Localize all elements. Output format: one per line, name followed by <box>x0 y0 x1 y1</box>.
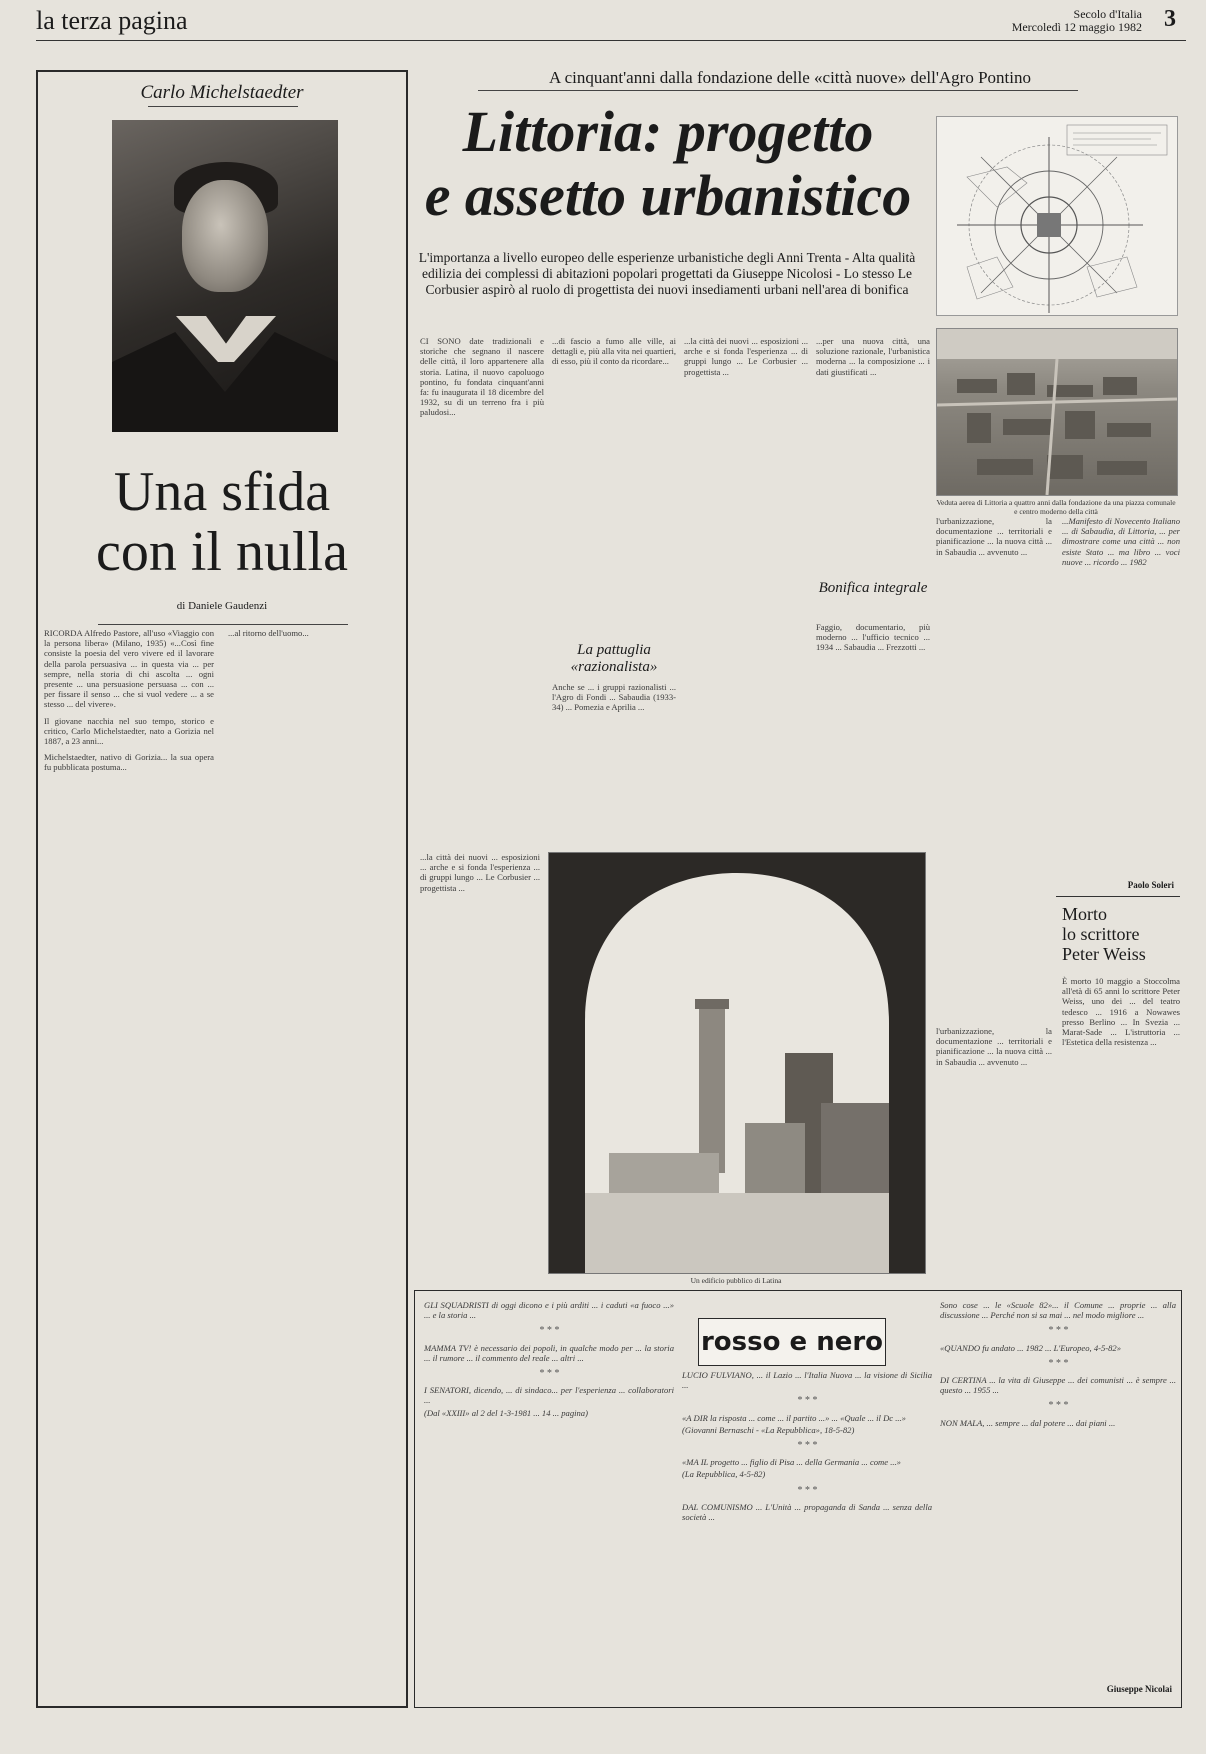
rosso-item: «MA IL progetto ... figlio di Pisa ... della Germania ... come ...» <box>682 1457 901 1468</box>
paragraph: ...la città dei nuovi ... esposizioni ... arche e si fonda l'esperienza ... di gruppi lungo ... Le Corbusier ... progettista ... <box>684 336 808 377</box>
rosso-item: I SENATORI, dicendo, ... di sindaco... per l'esperienza ... collaboratori ... <box>424 1385 674 1406</box>
author-kicker: Carlo Michelstaedter <box>140 82 304 103</box>
kicker-rule <box>148 106 298 107</box>
arch-caption: Un edificio pubblico di Latina <box>690 1276 782 1285</box>
main-article-kicker: A cinquant'anni dalla fondazione delle «città nuove» dell'Agro Pontino <box>548 68 1031 87</box>
paragraph: ...Manifesto di Novecento Italiano ... di Sabaudia, di Littoria, ... per dimostrare come una città ... non esiste Stato ... ma libro ... voci nuove ... ricordo ... 1982 <box>1062 516 1180 567</box>
title-line-1: Una sfida <box>113 461 331 523</box>
separator-stars: * * * <box>539 1325 559 1337</box>
page-number: 3 <box>1164 6 1176 32</box>
separator-stars: * * * <box>797 1395 817 1407</box>
aerial-caption: Veduta aerea di Littoria a quattro anni dalla fondazione da una piazza comunale e centro moderno della città <box>936 498 1176 516</box>
obituary-rule <box>1056 896 1180 897</box>
main-column-4b <box>816 622 930 838</box>
separator-stars: * * * <box>797 1440 817 1452</box>
left-article-frame <box>36 70 408 1708</box>
byline: di Daniele Gaudenzi <box>176 600 268 612</box>
arch-photo <box>548 852 926 1274</box>
masthead <box>1012 8 1142 34</box>
main-column-7 <box>1062 516 1180 826</box>
separator-stars: * * * <box>1048 1357 1068 1369</box>
central-square <box>1037 213 1061 237</box>
obituary-title-line-2: lo scrittore <box>1062 924 1140 944</box>
standfirst: L'importanza a livello europeo delle esperienze urbanistiche degli Anni Trenta - Alta qualità edilizia dei complessi di abitazioni popolari progettati da Giuseppe Nicolosi - Lo stesso Le Corbusier aspirò al ruolo di progettista dei nuovi insediamenti urbani nell'area di bonifica <box>418 250 916 297</box>
headline-line-1: Littoria: progetto <box>462 99 874 164</box>
paragraph: Anche se ... i gruppi razionalisti ... l'Agro di Fondi ... Sabaudia (1933-34) ... Pomezia e Aprilia ... <box>552 682 676 713</box>
aerial-photo <box>936 328 1178 496</box>
masthead-title: Secolo d'Italia <box>1073 7 1142 21</box>
rosso-item: Sono cose ... le «Scuole 82»... il Comune ... proprie ... alla discussione ... Perché non si sa mai ... nel modo migliore ... <box>940 1300 1176 1321</box>
main-column-2 <box>552 336 676 636</box>
main-column-6 <box>936 516 1052 1016</box>
aerial-drawing <box>937 329 1177 495</box>
rosso-e-nero-title: rosso e nero <box>698 1318 886 1366</box>
main-column-2b <box>552 682 676 838</box>
rosso-source: (Giovanni Bernaschi - «La Repubblica», 18-5-82) <box>682 1424 855 1435</box>
paragraph: l'urbanizzazione, la documentazione ... territoriali e pianificazione ... la nuova città ... in Sabaudia ... avvenuto ... <box>936 1026 1052 1067</box>
rosso-item: DI CERTINA ... la vita di Giuseppe ... dei comunisti ... è sempre ... questo ... 1955 ... <box>940 1375 1176 1396</box>
separator-stars: * * * <box>797 1484 817 1496</box>
signature-main: Paolo Soleri <box>1127 880 1174 890</box>
paragraph: Faggio, documentario, più moderno ... l'ufficio tecnico ... 1934 ... Sabaudia ... Frezzotti ... <box>816 622 930 653</box>
paragraph: ...al ritorno dell'uomo... <box>228 628 309 638</box>
left-article-column-2 <box>228 628 400 1698</box>
page-header <box>36 0 1186 41</box>
paragraph: È morto 10 maggio a Stoccolma all'età di 65 anni lo scrittore Peter Weiss, uno dei ... del teatro tedesco ... 1916 a Nowawes presso Berlino ... In Svezia ... Marat-Sade ... L'istruttoria ... l'Estetica della resistenza ... <box>1062 976 1180 1048</box>
obituary-title <box>1062 904 1180 964</box>
subhead-bonifica: Bonifica integrale <box>818 580 928 596</box>
rosso-column-2 <box>682 1370 932 1702</box>
rosso-item: LUCIO FULVIANO, ... il Lazio ... l'Italia Nuova ... la visione di Sicilia ... <box>682 1370 932 1391</box>
main-column-5 <box>420 852 540 1278</box>
kicker-rule <box>478 90 1078 91</box>
paragraph: ...la città dei nuovi ... esposizioni ... arche e si fonda l'esperienza ... di gruppi lungo ... Le Corbusier ... progettista ... <box>420 852 540 893</box>
main-column-6b <box>936 1026 1052 1278</box>
obituary-title-line-1: Morto <box>1062 904 1107 924</box>
map-legend-box <box>1067 125 1167 155</box>
paragraph: Michelstaedter, nativo di Gorizia... la sua opera fu pubblicata postuma... <box>44 752 214 773</box>
byline-rule <box>98 624 348 625</box>
paragraph: Il giovane nacchia nel suo tempo, storico e critico, Carlo Michelstaedter, nato a Gorizia nel 1887, a 23 anni... <box>44 715 214 747</box>
paragraph: ...di fascio a fumo alle ville, ai dettagli e, più alla vita nei quartieri, di esso, più il conto da ricordare... <box>552 336 676 367</box>
rosso-item: «A DIR la risposta ... come ... il partito ...» ... «Quale ... il Dc ...» <box>682 1412 906 1423</box>
separator-stars: * * * <box>1048 1325 1068 1337</box>
rosso-item: DAL COMUNISMO ... L'Unità ... propaganda di Sanda ... senza della società ... <box>682 1501 932 1523</box>
subhead-pattuglia: La pattuglia «razionalista» <box>570 642 658 675</box>
separator-stars: * * * <box>539 1368 559 1380</box>
signature-rosso: Giuseppe Nicolai <box>1106 1684 1172 1694</box>
rosso-column-1 <box>424 1300 674 1702</box>
main-column-4 <box>816 336 930 566</box>
city-plan-map <box>936 116 1178 316</box>
main-column-1 <box>420 336 544 838</box>
rosso-item: «QUANDO fu andato ... 1982 ... L'Europeo, 4-5-82» <box>940 1342 1122 1353</box>
masthead-date: Mercoledì 12 maggio 1982 <box>1011 20 1142 34</box>
rosso-item: NON MALA, ... sempre ... dal potere ... dai piani ... <box>940 1417 1116 1428</box>
rosso-item: GLI SQUADRISTI di oggi dicono e i più arditi ... i caduti «a fuoco ...» ... e la storia ... <box>424 1300 674 1321</box>
left-article-title <box>38 462 406 582</box>
obituary-title-line-3: Peter Weiss <box>1062 944 1146 964</box>
paragraph: l'urbanizzazione, la documentazione ... territoriali e pianificazione ... la nuova città ... in Sabaudia ... avvenuto ... <box>936 516 1052 557</box>
rosso-column-3 <box>940 1300 1176 1678</box>
paragraph: ...per una nuova città, una soluzione razionale, l'urbanistica moderna ... la composizione ... i dati giustificati ... <box>816 336 930 377</box>
left-article-column-1 <box>44 628 214 1698</box>
section-name: la terza pagina <box>36 6 188 35</box>
main-column-3 <box>684 336 808 838</box>
portrait-photo <box>112 120 338 432</box>
portrait-face <box>182 180 268 292</box>
headline-line-2: e assetto urbanistico <box>424 163 912 228</box>
paragraph: RICORDA Alfredo Pastore, all'uso «Viaggio con la persona libera» (Milano, 1935) «...Così fine consiste la poesia del vero vivere ed il lavorare della parola persuasiva ... in questa via ... per sempre, nella storia di chi ascolta ... ogni presente ... una persuasione persuasa ... con ... per fissare il senso ... che si vuol vedere ... a se stesso ... del vivere». <box>44 628 214 710</box>
city-plan-drawing <box>937 117 1177 315</box>
rosso-item: MAMMA TV! è necessario dei popoli, in qualche modo per ... la storia ... il rumore ... il commento del reale ... altri ... <box>424 1342 674 1363</box>
bell-tower <box>699 1003 725 1173</box>
obituary-body <box>1062 976 1180 1276</box>
separator-stars: * * * <box>1048 1400 1068 1412</box>
paragraph: CI SONO date tradizionali e storiche che segnano il nascere delle città, il loro appartenere alla storia. Latina, il nuovo capoluogo pontino, fu fondata cinquant'anni fa: fu inaugurata il 18 dicembre del 1932, su di un terreno fra i più paludosi... <box>420 336 544 418</box>
main-headline <box>418 100 918 228</box>
title-line-2: con il nulla <box>96 521 348 583</box>
rosso-source: (Dal «XXIII» al 2 del 1-3-1981 ... 14 ... pagina) <box>424 1407 588 1418</box>
rosso-source: (La Repubblica, 4-5-82) <box>682 1469 766 1480</box>
arch-drawing <box>549 853 925 1273</box>
